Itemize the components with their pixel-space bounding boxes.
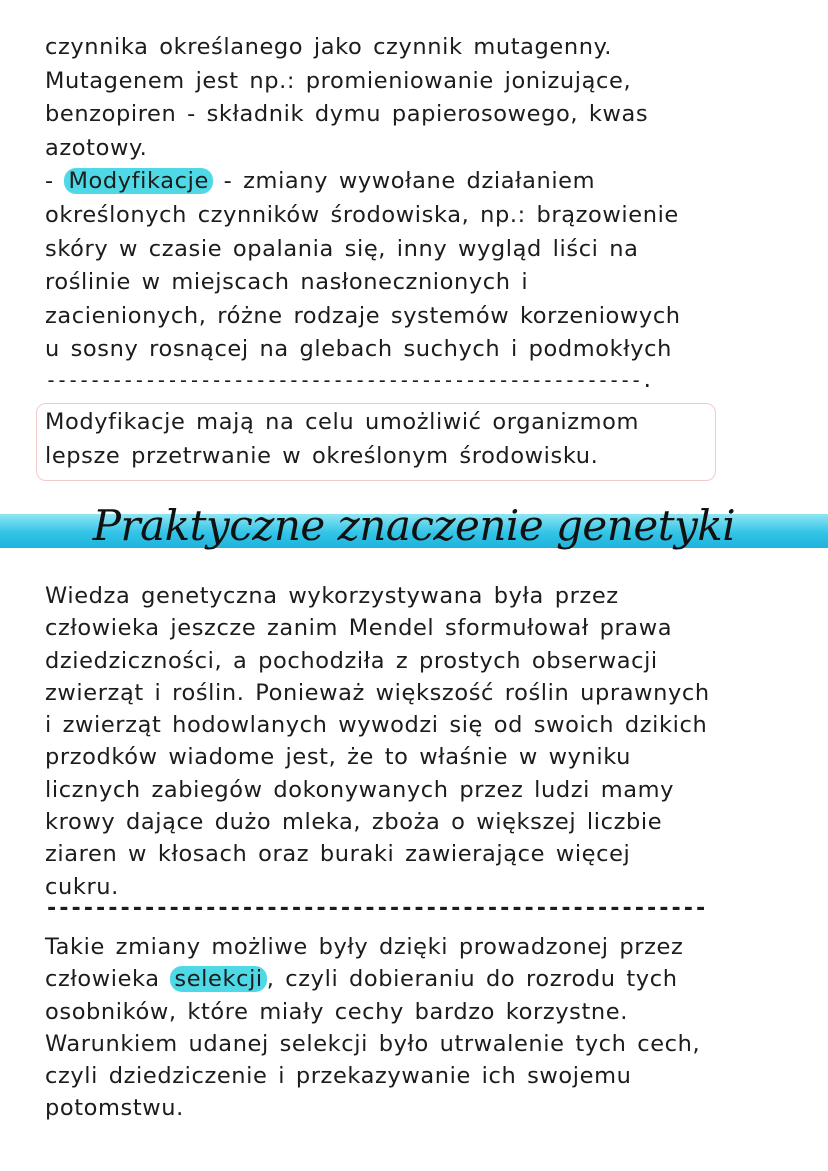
selection-line: [45, 963, 805, 995]
note-line: lepsze przetrwanie w określonym środowisku.: [45, 443, 599, 469]
dash-prefix: -: [45, 168, 65, 195]
text-line: cukru.: [45, 873, 119, 900]
text-line: ziaren w kłosach oraz buraki zawierające więcej: [45, 841, 631, 868]
text-line: osobników, które miały cechy bardzo korzystne.: [45, 998, 628, 1025]
modification-line: [45, 165, 805, 199]
text-line: i zwierząt hodowlanych wywodzi się od swoich dzikich: [45, 712, 708, 739]
selection-paragraph: [45, 931, 805, 1125]
text-line: człowieka jeszcze zanim Mendel sformułował prawa: [45, 615, 673, 642]
section-heading: Praktyczne znaczenie genetyki: [92, 501, 736, 550]
selection-prefix: człowieka: [45, 966, 171, 993]
text-line: u sosny rosnącej na glebach suchych i podmokłych: [45, 336, 672, 363]
text-line: przodków wiadome jest, że to właśnie w wyniku: [45, 744, 632, 771]
dashed-separator: ------------------------------------------------------.: [45, 368, 653, 392]
text-line: Mutagenem jest np.: promieniowanie jonizujące,: [45, 67, 632, 94]
text-line: Warunkiem udanej selekcji było utrwalenie tych cech,: [45, 1030, 701, 1057]
modification-highlight: Modyfikacje: [64, 168, 212, 194]
genetics-knowledge-paragraph: [45, 580, 805, 903]
selection-highlight: selekcji: [170, 966, 266, 992]
modification-definition: - zmiany wywołane działaniem: [212, 168, 596, 195]
text-line: krowy dające dużo mleka, zboża o większej liczbie: [45, 809, 663, 836]
selection-definition: , czyli dobieraniu do rozrodu tych: [266, 966, 678, 993]
text-line: Takie zmiany możliwe były dzięki prowadzonej przez: [45, 934, 684, 960]
text-line: zacienionych, różne rodzaje systemów korzeniowych: [45, 302, 681, 329]
text-line: określonych czynników środowiska, np.: brązowienie: [45, 201, 679, 228]
text-line: Wiedza genetyczna wykorzystywana była przez: [45, 583, 619, 609]
text-line: potomstwu.: [45, 1095, 184, 1122]
text-line: licznych zabiegów dokonywanych przez ludzi mamy: [45, 776, 675, 803]
text-line: zwierząt i roślin. Ponieważ większość roślin uprawnych: [45, 679, 710, 706]
text-line: czynnika określanego jako czynnik mutagenny.: [45, 34, 613, 60]
dashed-separator: ------------------------------------------------------: [45, 896, 707, 921]
text-line: skóry w czasie opalania się, inny wygląd liści na: [45, 235, 639, 262]
text-line: dziedziczności, a pochodziła z prostych obserwacji: [45, 647, 658, 674]
text-line: benzopiren - składnik dymu papierosowego, kwas: [45, 101, 649, 128]
mutagen-paragraph: [45, 31, 805, 367]
text-line: azotowy.: [45, 134, 148, 161]
text-line: czyli dziedziczenie i przekazywanie ich swojemu: [45, 1063, 632, 1090]
text-line: roślinie w miejscach nasłonecznionych i: [45, 269, 529, 296]
note-text: [45, 405, 639, 473]
note-line: Modyfikacje mają na celu umożliwić organizmom: [45, 409, 640, 435]
